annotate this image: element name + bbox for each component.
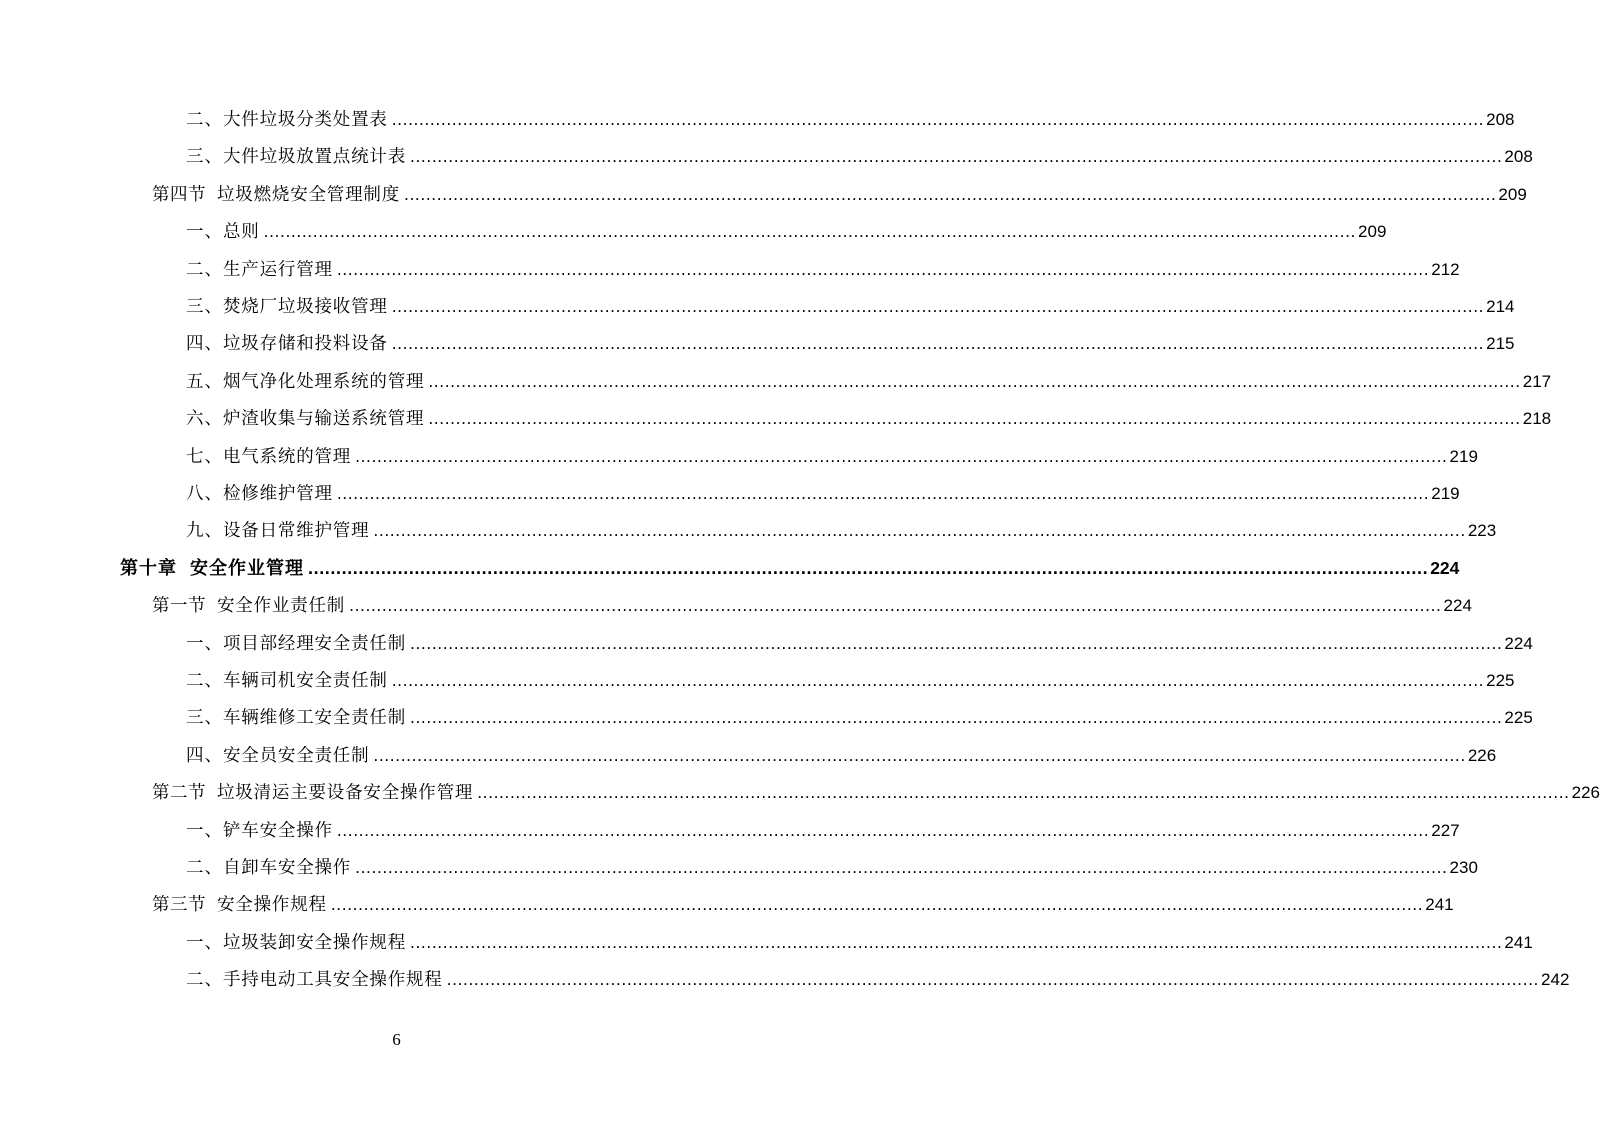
dot-leader: ........................................................................................................................................................................................................: [336, 819, 1430, 840]
toc-entry-title: 安全操作规程: [217, 895, 327, 916]
toc-entry-page-number: 223: [1467, 521, 1497, 541]
toc-section-entry[interactable]: [152, 774, 1600, 811]
dot-leader: ........................................................................................................................................................................................................: [355, 445, 1448, 466]
toc-entry-page-number: 226: [1571, 783, 1600, 803]
toc-entry-title: 电气系统的管理: [223, 446, 352, 467]
toc-entry-prefix: 第三节: [152, 895, 206, 916]
toc-entry-title: 生产运行管理: [223, 259, 333, 280]
toc-entry-prefix: 五、: [186, 371, 223, 392]
toc-section-entry[interactable]: [152, 176, 1527, 213]
toc-entry-title: 检修维护管理: [223, 484, 333, 504]
toc-item-entry[interactable]: [186, 625, 1533, 662]
toc-entry-prefix: 四、: [186, 334, 223, 355]
toc-entry-page-number: 209: [1358, 222, 1387, 242]
toc-entry-title: 大件垃圾分类处置表: [223, 110, 388, 130]
dot-leader: ........................................................................................................................................................................................................: [391, 333, 1485, 354]
toc-item-entry[interactable]: [186, 699, 1533, 736]
toc-entry-title: 安全作业责任制: [217, 596, 346, 617]
toc-entry-page-number: 214: [1486, 297, 1515, 316]
toc-entry-title: 安全员安全责任制: [223, 745, 370, 766]
toc-entry-prefix: 六、: [186, 409, 223, 430]
toc-entry-page-number: 219: [1449, 446, 1478, 466]
toc-entry-title: 车辆司机安全责任制: [223, 671, 388, 691]
dot-leader: ........................................................................................................................................................................................................: [410, 931, 1503, 952]
toc-entry-page-number: 241: [1504, 932, 1533, 952]
toc-entry-page-number: 241: [1425, 895, 1454, 915]
toc-item-entry[interactable]: [186, 662, 1515, 699]
toc-item-entry[interactable]: [186, 737, 1497, 774]
toc-entry-page-number: 230: [1449, 858, 1478, 877]
toc-item-entry[interactable]: [186, 961, 1570, 998]
toc-entry-title: 焚烧厂垃圾接收管理: [223, 297, 388, 317]
toc-item-entry[interactable]: [186, 512, 1497, 549]
toc-item-entry[interactable]: [186, 325, 1515, 362]
dot-leader: ........................................................................................................................................................................................................: [391, 296, 1485, 316]
toc-item-entry[interactable]: [186, 288, 1515, 325]
toc-entry-title: 垃圾燃烧安全管理制度: [217, 184, 400, 205]
toc-entry-page-number: 224: [1443, 596, 1472, 616]
toc-entry-prefix: 第二节: [152, 783, 206, 804]
dot-leader: ........................................................................................................................................................................................................: [336, 483, 1430, 503]
dot-leader: ........................................................................................................................................................................................................: [263, 221, 1357, 242]
toc-section-entry[interactable]: [152, 587, 1472, 624]
toc-item-entry[interactable]: [186, 251, 1460, 288]
dot-leader: ........................................................................................................................................................................................................: [330, 894, 1424, 915]
toc-entry-page-number: 209: [1498, 184, 1527, 204]
toc-entry-prefix: 二、: [186, 970, 223, 991]
toc-entry-title: 炉渣收集与输送系统管理: [223, 409, 425, 430]
toc-entry-prefix: 一、: [186, 222, 223, 243]
toc-item-entry[interactable]: [186, 363, 1552, 400]
toc-entry-prefix: 第十章: [120, 557, 177, 579]
dot-leader: ........................................................................................................................................................................................................: [428, 370, 1521, 391]
toc-entry-title: 总则: [223, 222, 260, 243]
toc-entry-page-number: 208: [1504, 147, 1533, 167]
toc-entry-prefix: 四、: [186, 745, 223, 766]
toc-entry-title: 项目部经理安全责任制: [223, 633, 406, 654]
toc-entry-page-number: 224: [1504, 633, 1533, 653]
toc-entry-page-number: 227: [1431, 820, 1460, 840]
toc-item-entry[interactable]: [186, 400, 1552, 437]
toc-item-entry[interactable]: [186, 475, 1460, 512]
dot-leader: ........................................................................................................................................................................................................: [391, 109, 1485, 129]
dot-leader: ........................................................................................................................................................................................................: [355, 857, 1448, 877]
toc-item-entry[interactable]: [186, 924, 1533, 961]
toc-entry-page-number: 224: [1430, 557, 1460, 578]
toc-entry-prefix: 二、: [186, 110, 223, 130]
toc-entry-prefix: 二、: [186, 858, 223, 878]
toc-entry-title: 自卸车安全操作: [223, 858, 352, 878]
toc-item-entry[interactable]: [186, 849, 1478, 886]
toc-entry-page-number: 218: [1522, 409, 1552, 429]
toc-entry-page-number: 219: [1431, 484, 1460, 503]
toc-entry-title: 大件垃圾放置点统计表: [223, 147, 406, 168]
dot-leader: ........................................................................................................................................................................................................: [373, 744, 1466, 765]
toc-entry-page-number: 225: [1504, 708, 1533, 728]
dot-leader: ........................................................................................................................................................................................................: [308, 557, 1429, 578]
dot-leader: ........................................................................................................................................................................................................: [404, 183, 1497, 204]
dot-leader: ........................................................................................................................................................................................................: [336, 258, 1430, 279]
toc-entry-page-number: 226: [1467, 745, 1497, 765]
toc-entry-title: 烟气净化处理系统的管理: [223, 371, 425, 392]
toc-entry-page-number: 212: [1431, 259, 1460, 279]
toc-item-entry[interactable]: [186, 138, 1533, 175]
toc-entry-prefix: 二、: [186, 259, 223, 280]
dot-leader: ........................................................................................................................................................................................................: [477, 782, 1570, 803]
toc-entry-prefix: 三、: [186, 147, 223, 168]
toc-item-entry[interactable]: [186, 213, 1387, 250]
toc-entry-page-number: 217: [1522, 371, 1552, 391]
toc-entry-title: 安全作业管理: [190, 557, 304, 579]
dot-leader: ........................................................................................................................................................................................................: [410, 632, 1503, 653]
dot-leader: ........................................................................................................................................................................................................: [391, 670, 1485, 690]
page-number: 6: [392, 1030, 401, 1049]
dot-leader: ........................................................................................................................................................................................................: [446, 969, 1540, 990]
toc-entry-page-number: 208: [1486, 110, 1515, 129]
toc-entry-title: 垃圾装卸安全操作规程: [223, 932, 406, 953]
dot-leader: ........................................................................................................................................................................................................: [349, 595, 1442, 616]
toc-entry-prefix: 二、: [186, 671, 223, 691]
dot-leader: ........................................................................................................................................................................................................: [428, 408, 1521, 429]
toc-entry-title: 铲车安全操作: [223, 820, 333, 841]
toc-entry-title: 设备日常维护管理: [223, 521, 370, 542]
toc-item-entry[interactable]: [186, 438, 1478, 475]
toc-entry-prefix: 九、: [186, 521, 223, 542]
toc-entry-page-number: 242: [1541, 970, 1570, 990]
toc-item-entry[interactable]: [186, 101, 1515, 138]
toc-entry-prefix: 第一节: [152, 596, 206, 617]
toc-entry-page-number: 225: [1486, 671, 1515, 690]
toc-item-entry[interactable]: [186, 812, 1460, 849]
dot-leader: ........................................................................................................................................................................................................: [373, 520, 1466, 541]
dot-leader: ........................................................................................................................................................................................................: [410, 707, 1503, 728]
toc-entry-prefix: 第四节: [152, 184, 206, 205]
toc-entry-title: 车辆维修工安全责任制: [223, 708, 406, 729]
toc-entry-title: 手持电动工具安全操作规程: [223, 970, 443, 991]
toc-entry-prefix: 三、: [186, 708, 223, 729]
toc-entry-title: 垃圾清运主要设备安全操作管理: [217, 783, 474, 804]
toc-section-entry[interactable]: [152, 886, 1454, 923]
toc-entry-prefix: 七、: [186, 446, 223, 467]
toc-entry-prefix: 一、: [186, 820, 223, 841]
toc-entry-page-number: 215: [1486, 334, 1515, 354]
toc-chapter-entry[interactable]: [120, 550, 1460, 587]
dot-leader: ........................................................................................................................................................................................................: [410, 146, 1503, 167]
toc-entry-prefix: 一、: [186, 932, 223, 953]
toc-entry-title: 垃圾存储和投料设备: [223, 334, 388, 355]
toc-entry-prefix: 一、: [186, 633, 223, 654]
toc-entry-prefix: 三、: [186, 297, 223, 317]
toc-entry-prefix: 八、: [186, 484, 223, 504]
